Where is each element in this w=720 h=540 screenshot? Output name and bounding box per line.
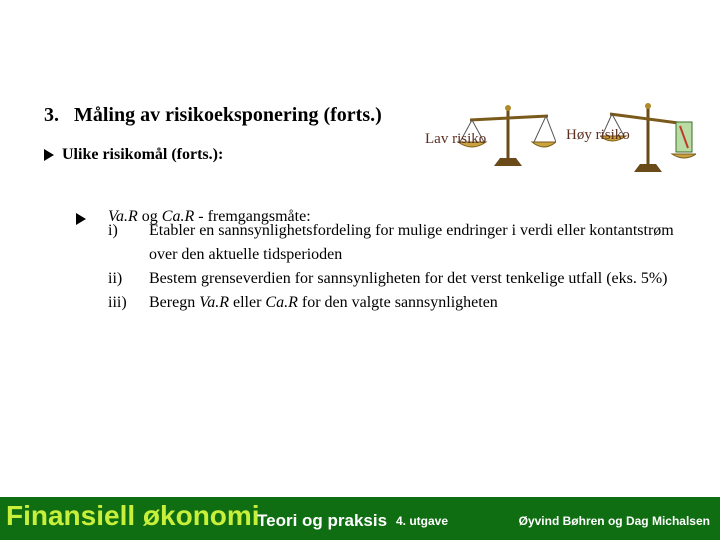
step-text: Bestem grenseverdien for sannsynligheten for det verst tenkelige utfall (eks. 5%) (149, 270, 668, 287)
step-text (149, 291, 688, 315)
car-term: Ca.R (161, 208, 195, 225)
high-risk-label: Høy risiko (566, 127, 630, 143)
footer-banner (0, 497, 720, 540)
step-mid: eller (228, 294, 266, 311)
footer-edition: 4. utgave (396, 514, 449, 528)
steps-list (108, 219, 688, 315)
step-marker: i) (108, 222, 118, 239)
footer-subtitle: Teori og praksis (257, 511, 388, 530)
list-item (108, 219, 688, 267)
footer-authors: Øyvind Bøhren og Dag Michalsen (518, 514, 710, 528)
step-text: Etabler en sannsynlighetsfordeling for mulige endringer i verdi eller kontantstrøm over den aktuelle tidsperioden (149, 222, 674, 263)
car-term: Ca.R (265, 294, 298, 311)
heading-text: Måling av risikoeksponering (forts.) (74, 104, 382, 126)
intro-rest: - fremgangsmåte: (194, 208, 311, 225)
slide-heading (44, 104, 382, 127)
list-item (108, 267, 688, 291)
list-item (108, 291, 688, 315)
subheading-row (44, 146, 223, 164)
step-marker: ii) (108, 270, 123, 287)
var-term: Va.R (108, 208, 138, 225)
step-post: for den valgte sannsynligheten (297, 294, 498, 311)
step-marker: iii) (108, 294, 127, 311)
arrow-bullet-icon (76, 213, 86, 225)
intro-og: og (137, 208, 162, 225)
arrow-bullet-icon (44, 149, 54, 161)
footer-title: Finansiell økonomi (6, 500, 260, 531)
var-term: Va.R (199, 294, 229, 311)
intro-row (76, 210, 94, 228)
subheading-text: Ulike risikomål (forts.): (62, 146, 224, 163)
low-risk-label: Lav risiko (425, 131, 487, 147)
step-pre: Beregn (149, 294, 200, 311)
heading-number: 3. (44, 104, 59, 126)
